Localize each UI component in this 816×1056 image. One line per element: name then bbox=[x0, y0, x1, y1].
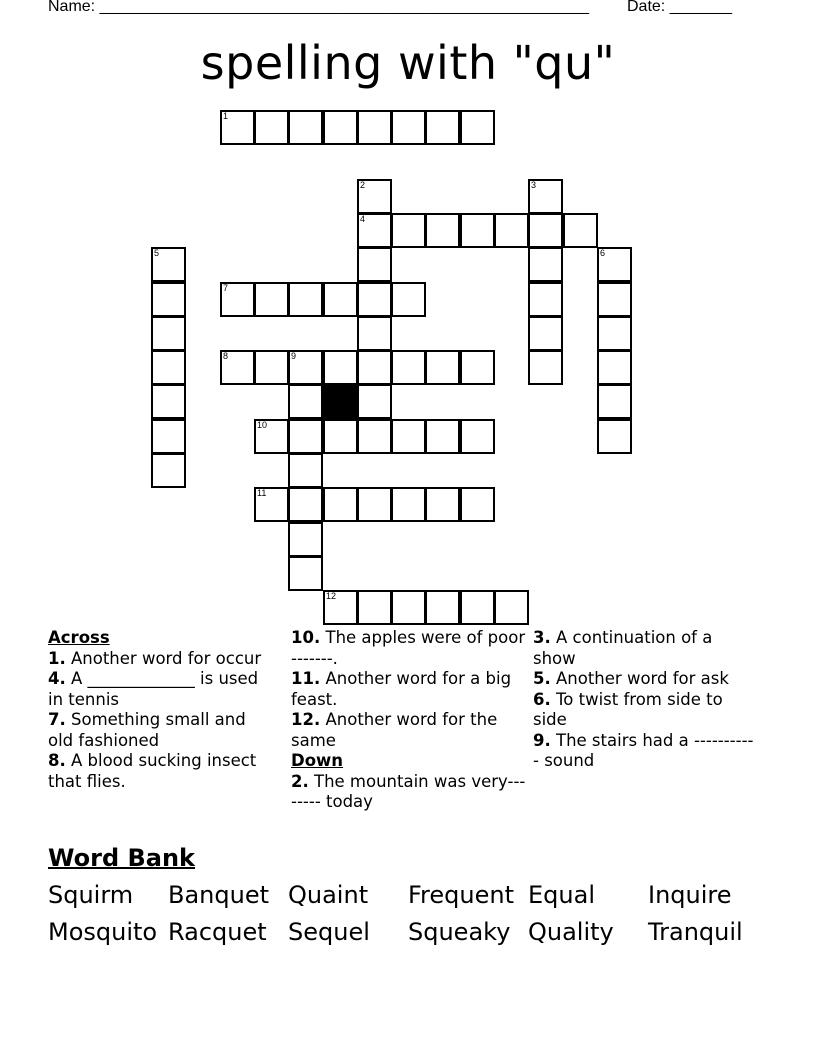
page-title: spelling with "qu" bbox=[200, 36, 616, 90]
clue-number: 2 bbox=[360, 180, 366, 190]
grid-cell[interactable] bbox=[597, 350, 632, 385]
grid-cell[interactable] bbox=[288, 282, 323, 317]
grid-cell[interactable] bbox=[288, 522, 323, 557]
grid-cell[interactable] bbox=[528, 316, 563, 351]
grid-cell[interactable] bbox=[528, 282, 563, 317]
grid-cell[interactable] bbox=[220, 282, 255, 317]
grid-cell[interactable] bbox=[357, 110, 392, 145]
grid-cell[interactable] bbox=[391, 590, 426, 625]
grid-cell[interactable] bbox=[357, 487, 392, 522]
grid-cell[interactable] bbox=[151, 247, 186, 282]
grid-cell[interactable] bbox=[391, 419, 426, 454]
clue-column-1 bbox=[48, 628, 273, 792]
grid-cell[interactable] bbox=[254, 487, 289, 522]
word-bank-word: Sequel bbox=[288, 918, 370, 946]
grid-cell[interactable] bbox=[391, 350, 426, 385]
grid-cell[interactable] bbox=[323, 350, 358, 385]
grid-cell[interactable] bbox=[460, 110, 495, 145]
grid-cell[interactable] bbox=[220, 350, 255, 385]
grid-cell[interactable] bbox=[323, 419, 358, 454]
grid-cell[interactable] bbox=[528, 247, 563, 282]
grid-cell[interactable] bbox=[425, 590, 460, 625]
word-bank-word: Quaint bbox=[288, 881, 369, 909]
clue-number: 12 bbox=[326, 591, 337, 601]
clue-column-2 bbox=[291, 628, 526, 813]
grid-cell[interactable] bbox=[528, 213, 563, 248]
grid-cell[interactable] bbox=[460, 213, 495, 248]
grid-cell[interactable] bbox=[357, 316, 392, 351]
clue-number: 6 bbox=[600, 248, 606, 258]
name-field[interactable]: Name: _______________________________________________________ bbox=[48, 0, 589, 15]
grid-cell[interactable] bbox=[357, 282, 392, 317]
clue-down-2: 2. The mountain was very-------- today bbox=[291, 771, 526, 811]
clue-number: 10 bbox=[257, 420, 268, 430]
grid-cell[interactable] bbox=[357, 179, 392, 214]
word-bank-word: Squeaky bbox=[408, 918, 511, 946]
grid-cell[interactable] bbox=[288, 384, 323, 419]
grid-cell[interactable] bbox=[391, 487, 426, 522]
clue-number: 3 bbox=[531, 180, 537, 190]
word-bank-word: Mosquito bbox=[48, 918, 158, 946]
black-square bbox=[323, 384, 358, 419]
grid-cell[interactable] bbox=[323, 110, 358, 145]
clue-number: 4 bbox=[360, 214, 366, 224]
grid-cell[interactable] bbox=[597, 282, 632, 317]
grid-cell[interactable] bbox=[357, 590, 392, 625]
word-bank-word: Squirm bbox=[48, 881, 134, 909]
clue-across-11: 11. Another word for a big feast. bbox=[291, 669, 512, 709]
grid-cell[interactable] bbox=[391, 282, 426, 317]
grid-cell[interactable] bbox=[528, 179, 563, 214]
clue-across-1: 1. Another word for occur bbox=[48, 648, 262, 668]
word-bank-word: Banquet bbox=[168, 881, 270, 909]
grid-cell[interactable] bbox=[357, 419, 392, 454]
clue-down-6: 6. To twist from side to side bbox=[533, 689, 723, 729]
grid-cell[interactable] bbox=[391, 213, 426, 248]
grid-cell[interactable] bbox=[288, 350, 323, 385]
grid-cell[interactable] bbox=[425, 487, 460, 522]
grid-cell[interactable] bbox=[151, 453, 186, 488]
word-bank-title: Word Bank bbox=[48, 844, 196, 872]
grid-cell[interactable] bbox=[288, 556, 323, 591]
clue-across-7: 7. Something small and old fashioned bbox=[48, 710, 246, 750]
grid-cell[interactable] bbox=[597, 384, 632, 419]
grid-cell[interactable] bbox=[151, 384, 186, 419]
word-bank-word: Frequent bbox=[408, 881, 514, 909]
word-bank-word: Tranquil bbox=[648, 918, 743, 946]
grid-cell[interactable] bbox=[425, 350, 460, 385]
clue-number: 1 bbox=[223, 111, 229, 121]
grid-cell[interactable] bbox=[254, 350, 289, 385]
grid-cell[interactable] bbox=[288, 487, 323, 522]
clue-number: 8 bbox=[223, 351, 229, 361]
grid-cell[interactable] bbox=[357, 213, 392, 248]
grid-cell[interactable] bbox=[597, 316, 632, 351]
grid-cell[interactable] bbox=[151, 350, 186, 385]
grid-cell[interactable] bbox=[597, 419, 632, 454]
grid-cell[interactable] bbox=[254, 110, 289, 145]
down-heading: Down bbox=[291, 751, 344, 770]
clue-number: 11 bbox=[257, 488, 267, 498]
clue-across-4: 4. A _____________ is used in tennis bbox=[48, 669, 259, 709]
clue-across-10: 10. The apples were of poor -------. bbox=[291, 628, 526, 668]
clue-down-9: 9. The stairs had a ----------- sound bbox=[533, 730, 754, 770]
grid-cell[interactable] bbox=[425, 419, 460, 454]
grid-cell[interactable] bbox=[597, 247, 632, 282]
clue-across-8: 8. A blood sucking insect that flies. bbox=[48, 751, 257, 791]
grid-cell[interactable] bbox=[391, 110, 426, 145]
grid-cell[interactable] bbox=[288, 110, 323, 145]
clue-number: 5 bbox=[154, 248, 160, 258]
grid-cell[interactable] bbox=[460, 590, 495, 625]
grid-cell[interactable] bbox=[563, 213, 598, 248]
grid-cell[interactable] bbox=[494, 590, 529, 625]
grid-cell[interactable] bbox=[425, 213, 460, 248]
word-bank-word: Equal bbox=[528, 881, 595, 909]
clue-down-5: 5. Another word for ask bbox=[533, 669, 729, 688]
across-heading: Across bbox=[48, 628, 110, 647]
grid-cell[interactable] bbox=[288, 419, 323, 454]
grid-cell[interactable] bbox=[288, 453, 323, 488]
grid-cell[interactable] bbox=[323, 590, 358, 625]
clue-across-12: 12. Another word for the same bbox=[291, 710, 498, 750]
grid-cell[interactable] bbox=[460, 487, 495, 522]
grid-cell[interactable] bbox=[425, 110, 460, 145]
grid-cell[interactable] bbox=[254, 419, 289, 454]
grid-cell[interactable] bbox=[460, 419, 495, 454]
word-bank-word: Inquire bbox=[648, 881, 732, 909]
grid-cell[interactable] bbox=[254, 282, 289, 317]
grid-cell[interactable] bbox=[357, 384, 392, 419]
clue-down-3: 3. A continuation of a show bbox=[533, 628, 713, 668]
word-bank-word: Racquet bbox=[168, 918, 267, 946]
clue-column-3 bbox=[533, 628, 758, 772]
grid-cell[interactable] bbox=[460, 350, 495, 385]
grid-cell[interactable] bbox=[494, 213, 529, 248]
grid-cell[interactable] bbox=[151, 316, 186, 351]
grid-cell[interactable] bbox=[357, 247, 392, 282]
grid-cell[interactable] bbox=[151, 282, 186, 317]
clue-number: 7 bbox=[223, 283, 229, 293]
grid-cell[interactable] bbox=[323, 487, 358, 522]
date-field[interactable]: Date: _______ bbox=[627, 0, 732, 15]
word-bank-word: Quality bbox=[528, 918, 614, 946]
grid-cell[interactable] bbox=[357, 350, 392, 385]
grid-cell[interactable] bbox=[220, 110, 255, 145]
grid-cell[interactable] bbox=[528, 350, 563, 385]
clue-number: 9 bbox=[291, 351, 297, 361]
grid-cell[interactable] bbox=[323, 282, 358, 317]
grid-cell[interactable] bbox=[151, 419, 186, 454]
